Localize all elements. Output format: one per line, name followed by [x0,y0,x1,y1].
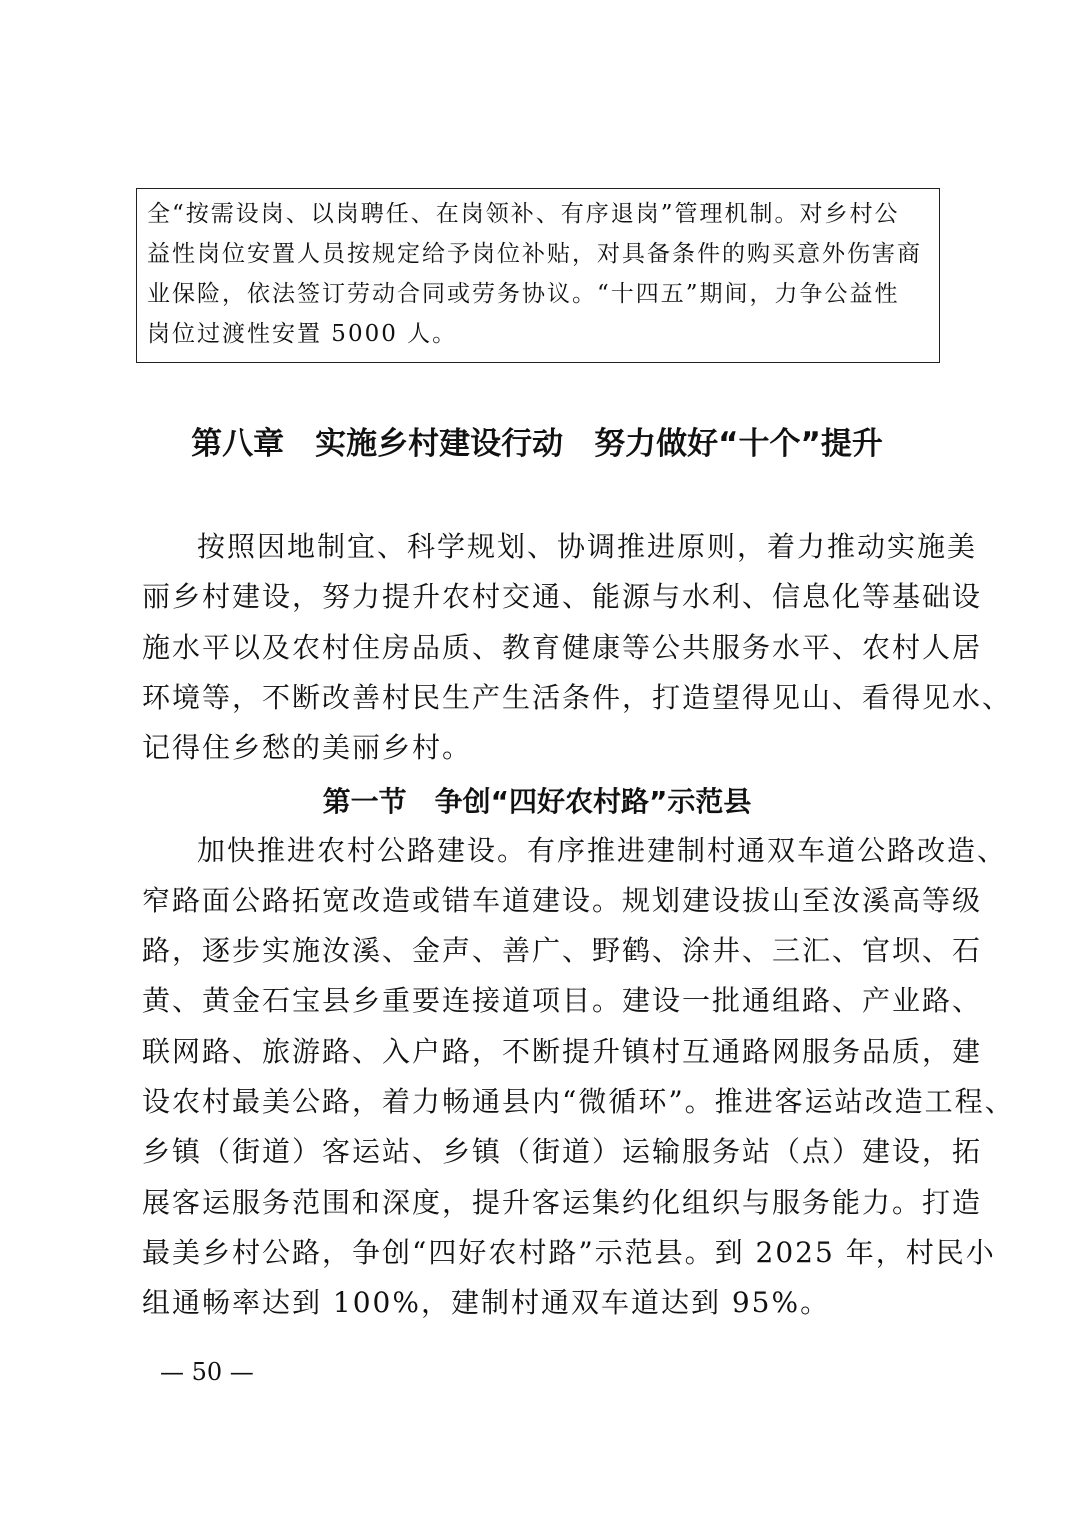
paragraph-line: 黄、黄金石宝县乡重要连接道项目。建设一批通组路、产业路、 [142,984,983,1017]
paragraph-line: 加快推进农村公路建设。有序推进建制村通双车道公路改造、 [197,834,1008,867]
paragraph-line: 丽乡村建设，努力提升农村交通、能源与水利、信息化等基础设 [142,580,983,613]
section-title: 第一节 争创“四好农村路”示范县 [322,785,752,818]
box-line: 益性岗位安置人员按规定给予岗位补贴，对具备条件的购买意外伤害商 [147,241,922,267]
box-line: 业保险，依法签订劳动合同或劳务协议。“十四五”期间，力争公益性 [147,281,900,307]
paragraph-line: 施水平以及农村住房品质、教育健康等公共服务水平、农村人居 [142,631,983,664]
chapter-title: 第八章 实施乡村建设行动 努力做好“十个”提升 [191,426,883,462]
paragraph-line: 最美乡村公路，争创“四好农村路”示范县。到 2025 年，村民小 [142,1236,996,1269]
page-number: — 50 — [160,1358,254,1386]
box-line: 岗位过渡性安置 5000 人。 [147,321,458,347]
paragraph-line: 展客运服务范围和深度，提升客运集约化组织与服务能力。打造 [142,1186,983,1219]
paragraph-line: 环境等，不断改善村民生产生活条件，打造望得见山、看得见水、 [142,681,1013,714]
paragraph-line: 按照因地制宜、科学规划、协调推进原则，着力推动实施美 [197,530,978,563]
paragraph-line: 联网路、旅游路、入户路，不断提升镇村互通路网服务品质，建 [142,1035,983,1068]
paragraph-line: 设农村最美公路，着力畅通县内“微循环”。推进客运站改造工程、 [142,1085,1015,1118]
paragraph-line: 记得住乡愁的美丽乡村。 [142,731,473,764]
paragraph-line: 窄路面公路拓宽改造或错车道建设。规划建设拔山至汝溪高等级 [142,884,983,917]
box-line: 全“按需设岗、以岗聘任、在岗领补、有序退岗”管理机制。对乡村公 [147,201,900,227]
bordered-text-box [136,188,940,363]
paragraph-line: 乡镇（街道）客运站、乡镇（街道）运输服务站（点）建设，拓 [142,1135,983,1168]
paragraph-line: 组通畅率达到 100%，建制村通双车道达到 95%。 [142,1286,831,1319]
paragraph-line: 路，逐步实施汝溪、金声、善广、野鹤、涂井、三汇、官坝、石 [142,934,983,967]
